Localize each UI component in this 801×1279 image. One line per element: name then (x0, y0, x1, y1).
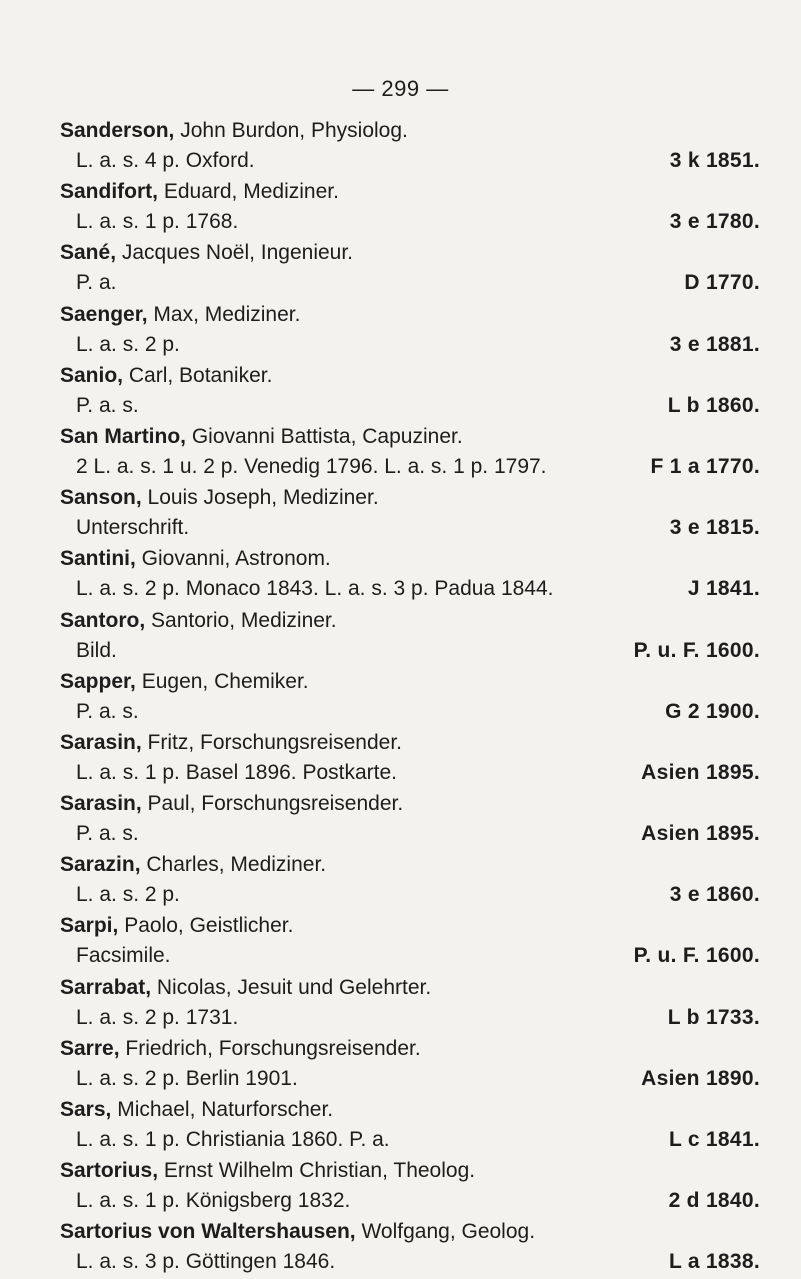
entry-detail: L. a. s. 3 p. Göttingen 1846. (76, 1250, 336, 1274)
entry-description: Eugen, Chemiker. (135, 669, 309, 693)
list-item (60, 1217, 760, 1278)
entry-name: Sarrabat, (60, 975, 152, 999)
entry-reference: Asien 1895. (641, 822, 760, 846)
entry-heading (60, 544, 331, 574)
entry-name: Sandifort, (60, 180, 158, 204)
list-item (60, 1095, 760, 1156)
entry-name: Sané, (60, 241, 117, 265)
entry-reference: 3 e 1815. (669, 516, 760, 540)
entry-name: Sapper, (60, 669, 136, 693)
list-item (60, 728, 760, 789)
entry-description: Nicolas, Jesuit und Gelehrter. (151, 975, 432, 999)
entry-name: Santoro, (60, 608, 146, 632)
entry-description: Friedrich, Forschungsreisender. (119, 1036, 421, 1060)
list-item (60, 177, 760, 238)
entry-detail: Facsimile. (76, 944, 171, 968)
entry-detail: Unterschrift. (76, 516, 190, 540)
entry-detail: P. a. s. (76, 393, 139, 417)
list-item (60, 1156, 760, 1217)
entry-detail: L. a. s. 2 p. (76, 883, 180, 907)
entry-reference: L c 1841. (668, 1128, 760, 1151)
entry-heading (60, 728, 402, 758)
entry-name: Saenger, (60, 302, 148, 326)
list-item (60, 911, 760, 972)
entry-name: San Martino, (60, 424, 187, 448)
entry-name: Sarpi, (60, 914, 119, 938)
list-item (60, 116, 760, 177)
entry-description: Jacques Noël, Ingenieur. (116, 241, 354, 265)
entry-reference: 3 k 1851. (669, 149, 760, 172)
entry-reference: 2 d 1840. (668, 1189, 760, 1213)
entry-name: Sarasin, (60, 730, 142, 754)
entry-detail: L. a. s. 2 p. Monaco 1843. L. a. s. 3 p. Padua 1844. (76, 577, 554, 601)
entry-name: Sartorius, (60, 1159, 159, 1183)
entry-description: Carl, Botaniker. (123, 363, 273, 387)
entry-reference: J 1841. (687, 577, 760, 601)
entry-name: Sarazin, (60, 853, 141, 877)
entry-description: Michael, Naturforscher. (111, 1098, 334, 1121)
entry-reference: 3 e 1780. (669, 210, 760, 234)
entry-name: Sars, (60, 1098, 112, 1121)
entry-description: Wolfgang, Geolog. (355, 1220, 536, 1244)
entry-name: Sartorius von Waltershausen, (60, 1220, 356, 1244)
entry-description: Charles, Mediziner. (140, 853, 327, 877)
list-item (60, 606, 760, 667)
list-item (60, 483, 760, 544)
entry-description: John Burdon, Physiolog. (174, 119, 408, 142)
entry-reference: L b 1860. (667, 393, 760, 417)
page-number: — 299 — (352, 76, 449, 101)
entry-heading (60, 911, 293, 941)
entry-detail: L. a. s. 1 p. Christiania 1860. P. a. (76, 1128, 390, 1151)
entry-detail: P. a. s. (76, 699, 139, 723)
entry-heading (60, 177, 339, 207)
entry-description: Eduard, Mediziner. (158, 180, 339, 204)
entry-heading (60, 422, 463, 452)
entry-detail: 2 L. a. s. 1 u. 2 p. Venedig 1796. L. a. s. 1 p. 1797. (76, 454, 547, 478)
entry-reference: L b 1733. (667, 1005, 760, 1029)
entry-description: Paul, Forschungsreisender. (141, 792, 404, 816)
entry-detail: P. a. (76, 271, 117, 295)
list-item (60, 973, 760, 1034)
entry-reference: L a 1838. (668, 1250, 760, 1274)
entry-reference: P. u. F. 1600. (633, 638, 760, 662)
entry-description: Giovanni, Astronom. (135, 547, 331, 571)
entry-description: Santorio, Mediziner. (145, 608, 337, 632)
entry-heading (60, 789, 403, 819)
entry-heading (60, 238, 353, 268)
entry-reference: 3 e 1881. (669, 332, 760, 356)
entry-detail: L. a. s. 1 p. Königsberg 1832. (76, 1189, 351, 1213)
entry-heading (60, 116, 408, 146)
entry-name: Sarasin, (60, 792, 142, 816)
entry-list (60, 116, 760, 1279)
entry-reference: Asien 1890. (641, 1066, 760, 1090)
list-item (60, 544, 760, 605)
entry-description: Giovanni Battista, Capuziner. (186, 424, 463, 448)
entry-name: Sanson, (60, 486, 142, 510)
list-item (60, 361, 760, 422)
entry-reference: 3 e 1860. (669, 883, 760, 907)
entry-reference: G 2 1900. (665, 699, 760, 723)
entry-heading (60, 1217, 535, 1247)
entry-name: Santini, (60, 547, 136, 571)
entry-reference: P. u. F. 1600. (633, 944, 760, 968)
entry-heading (60, 1095, 333, 1125)
entry-name: Sarre, (60, 1036, 120, 1060)
entry-heading (60, 1156, 475, 1186)
list-item (60, 789, 760, 850)
entry-reference: Asien 1895. (641, 760, 760, 784)
list-item (60, 422, 760, 483)
list-item (60, 667, 760, 728)
entry-detail: L. a. s. 1 p. Basel 1896. Postkarte. (76, 760, 398, 784)
entry-detail: L. a. s. 4 p. Oxford. (76, 149, 255, 172)
list-item (60, 300, 760, 361)
entry-heading (60, 361, 272, 391)
entry-detail: P. a. s. (76, 822, 139, 846)
entry-heading (60, 300, 300, 330)
entry-detail: L. a. s. 2 p. Berlin 1901. (76, 1066, 298, 1090)
entry-heading (60, 606, 337, 636)
entry-description: Fritz, Forschungsreisender. (141, 730, 402, 754)
entry-heading (60, 1034, 421, 1064)
entry-heading (60, 973, 431, 1003)
entry-reference: F 1 a 1770. (650, 454, 760, 478)
entry-description: Louis Joseph, Mediziner. (141, 486, 379, 510)
entry-description: Ernst Wilhelm Christian, Theolog. (158, 1159, 476, 1183)
entry-heading (60, 850, 326, 880)
list-item (60, 1034, 760, 1095)
entry-heading (60, 483, 379, 513)
entry-heading (60, 667, 309, 697)
entry-description: Max, Mediziner. (147, 302, 301, 326)
list-item (60, 850, 760, 911)
entry-name: Sanio, (60, 363, 124, 387)
entry-name: Sanderson, (60, 119, 175, 142)
entry-reference: D 1770. (684, 271, 760, 295)
entry-detail: Bild. (76, 638, 117, 662)
entry-detail: L. a. s. 1 p. 1768. (76, 210, 239, 234)
entry-detail: L. a. s. 2 p. 1731. (76, 1005, 239, 1029)
entry-detail: L. a. s. 2 p. (76, 332, 180, 356)
entry-description: Paolo, Geistlicher. (118, 914, 294, 938)
list-item (60, 238, 760, 299)
